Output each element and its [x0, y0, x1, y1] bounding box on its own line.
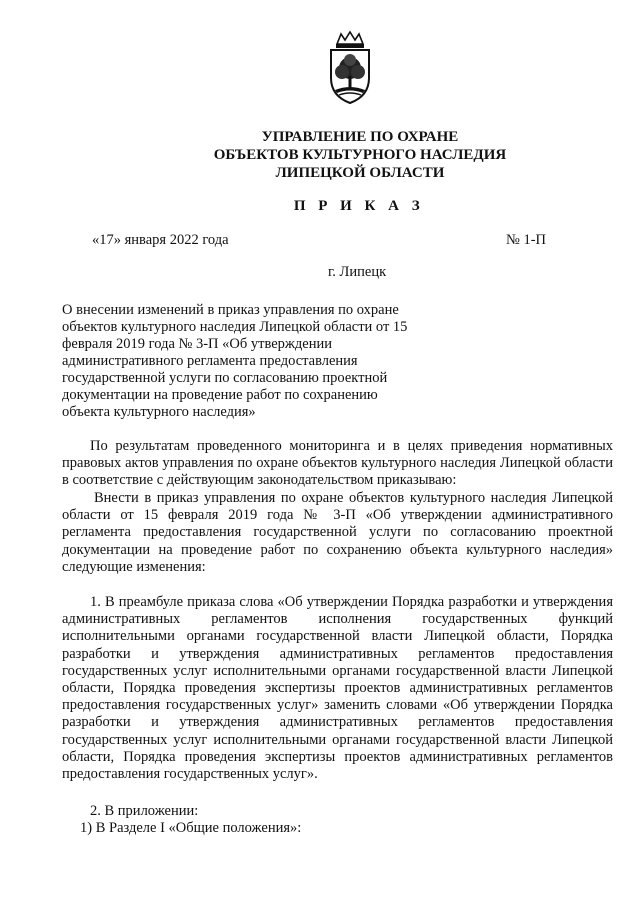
document-type: П Р И К А З: [293, 198, 425, 214]
organization-name: [40, 128, 640, 182]
org-line-3: ЛИПЕЦКОЙ ОБЛАСТИ: [275, 165, 445, 181]
document-date: «17» января 2022 года: [92, 232, 229, 248]
document-number: № 1-П: [506, 232, 547, 248]
paragraph-item-1: 1. В преамбуле приказа слова «Об утверждении Порядка разработки и утверждения административных регламентов исполнения государственных функций исполнительными органами государственной власти Липецкой области, Порядка разработки и утверждения административных регламентов предоставления государственных услуг исполнительными органами государственной власти Липецкой области, Порядка проведения экспертизы проектов административных регламентов предоставления государственных услуг» заменить словами «Об утверждении Порядка разработки и утверждения административных регламентов предоставления государственных услуг исполнительными органами государственной власти Липецкой области, Порядка проведения экспертизы проектов административных регламентов предоставления государственных услуг».: [62, 594, 613, 783]
document-city: г. Липецк: [328, 264, 387, 280]
paragraph-intro: По результатам проведенного мониторинга и в целях приведения нормативных правовых актов управления по охране объектов культурного наследия Липецкой области в соответствие с действующим законодательством приказываю:: [62, 438, 613, 489]
paragraph-item-2: 2. В приложении:: [90, 803, 199, 819]
paragraph-amend: Внести в приказ управления по охране объектов культурного наследия Липецкой области от 15 февраля 2019 года № 3-П «Об утверждении административного регламента предоставления государственной услуги по согласованию проектной документации на проведение работ по сохранению объекта культурного наследия» следующие изменения:: [62, 490, 613, 575]
document-subject: О внесении изменений в приказ управления по охране объектов культурного наследия Липецкой области от 15 февраля 2019 года № 3-П «Об утверждении административного регламента предоставления государственной услуги по согласованию проектной документации на проведение работ по сохранению объекта культурного наследия»: [62, 302, 408, 420]
paragraph-item-2-1: 1) В Разделе I «Общие положения»:: [80, 820, 302, 836]
org-line-2: ОБЪЕКТОВ КУЛЬТУРНОГО НАСЛЕДИЯ: [213, 147, 507, 163]
coat-of-arms-icon: [323, 30, 377, 106]
org-line-1: УПРАВЛЕНИЕ ПО ОХРАНЕ: [261, 129, 459, 145]
